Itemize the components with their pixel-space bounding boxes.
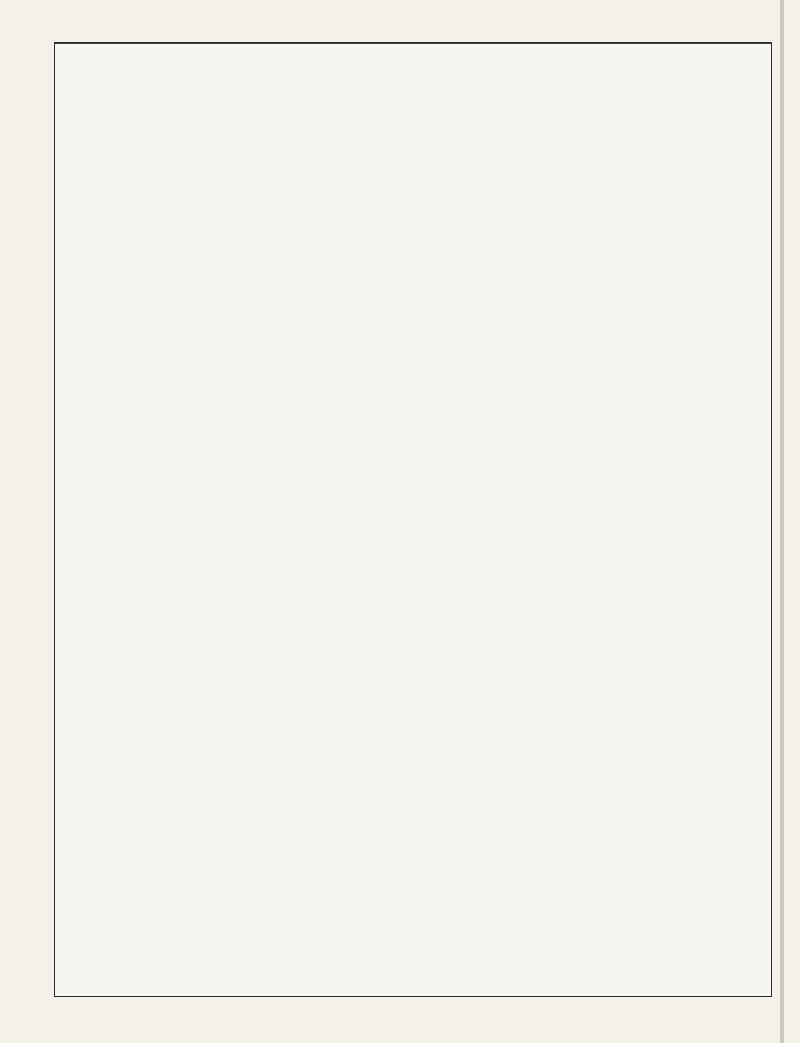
ligature-case-table xyxy=(54,42,772,997)
table-header-row xyxy=(55,43,771,44)
page-edge-rule xyxy=(780,0,784,1043)
